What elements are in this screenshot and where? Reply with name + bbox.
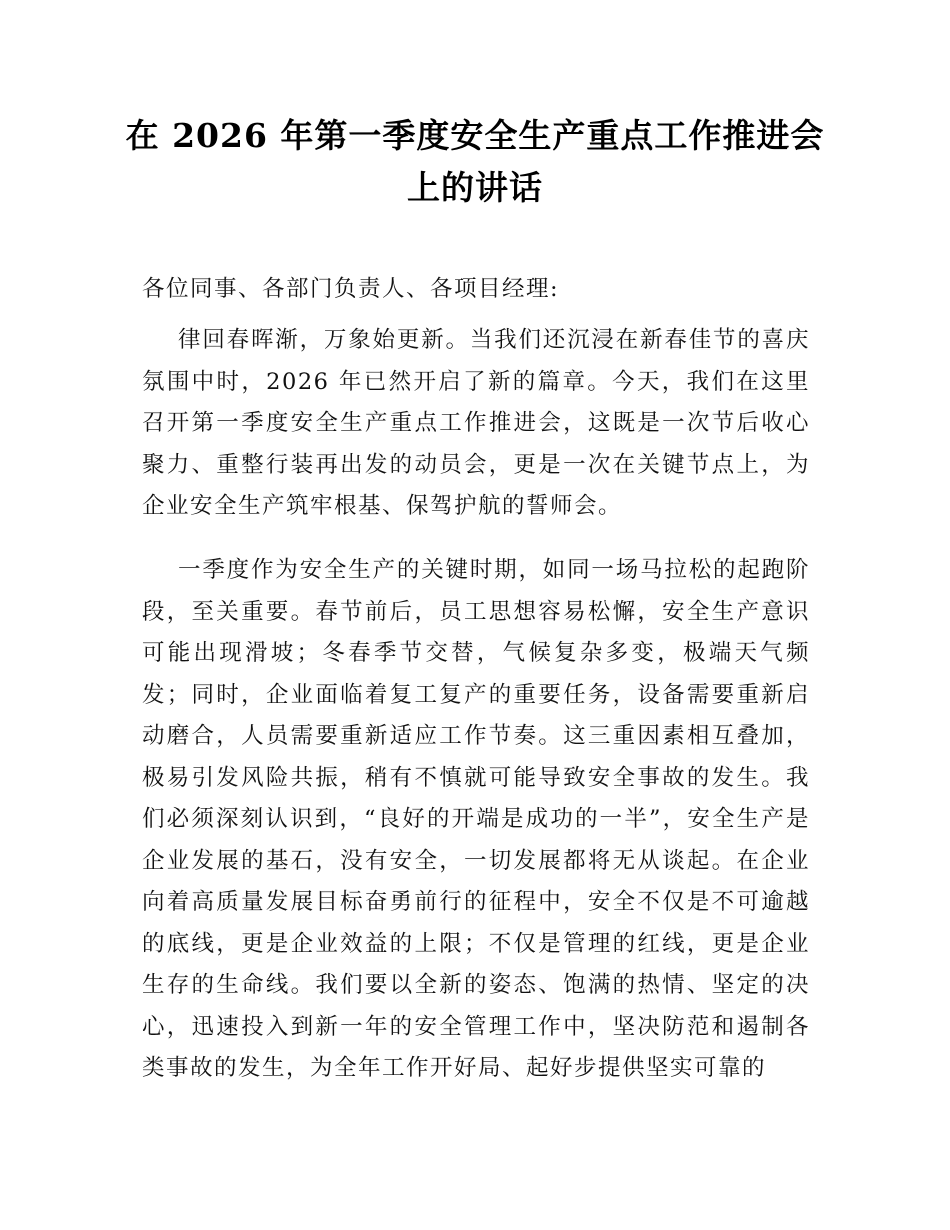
document-title: 在 2026 年第一季度安全生产重点工作推进会上的讲话 [125,116,825,207]
salutation: 各位同事、各部门负责人、各项目经理: [142,276,560,302]
paragraph-2: 一季度作为安全生产的关键时期，如同一场马拉松的起跑阶段，至关重要。春节前后，员工思想容易松懈，安全生产意识可能出现滑坡；冬春季节交替，气候复杂多变，极端天气频发；同时，企业面临着复工复产的重要任务，设备需要重新启动磨合，人员需要重新适应工作节奏。这三重因素相互叠加，极易引发风险共振，稍有不慎就可能导致安全事故的发生。我们必须深刻认识到，“良好的开端是成功的一半”，安全生产是企业发展的基石，没有安全，一切发展都将无从谈起。在企业向着高质量发展目标奋勇前行的征程中，安全不仅是不可逾越的底线，更是企业效益的上限；不仅是管理的红线，更是企业生存的生命线。我们要以全新的姿态、饱满的热情、坚定的决心，迅速投入到新一年的安全管理工作中，坚决防范和遏制各类事故的发生，为全年工作开好局、起好步提供坚实可靠的 [142,557,810,1081]
paragraph-1: 律回春晖渐，万象始更新。当我们还沉浸在新春佳节的喜庆氛围中时，2026 年已然开启了新的篇章。今天，我们在这里召开第一季度安全生产重点工作推进会，这既是一次节后收心聚力、重整行装再出发的动员会，更是一次在关键节点上，为企业安全生产筑牢根基、保驾护航的誓师会。 [142,327,810,519]
